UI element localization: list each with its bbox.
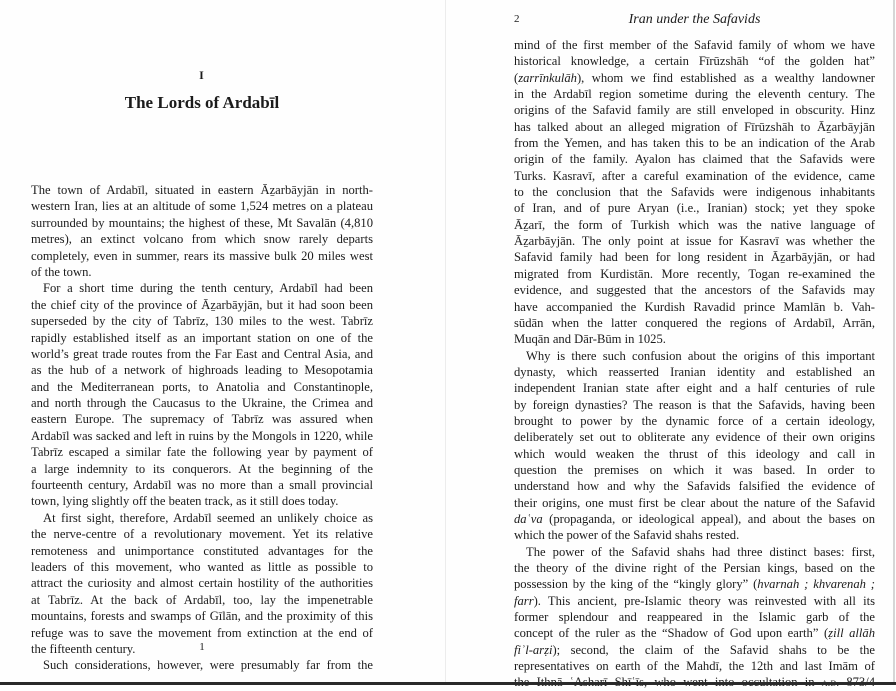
right-page-text-line: from the Yemen, and has taken this to be an indication of the Arab	[514, 136, 875, 151]
left-page-text-line: a large indemnity to its conquerors. At the beginning of the	[31, 461, 373, 476]
chapter-title: The Lords of Ardabīl	[124, 93, 280, 112]
right-page-text-line: possession by the king of the “kingly glory” (hvarnah ; khvarenah ;	[514, 577, 875, 592]
left-page-text-line: town, lying slightly off the beaten track, as it still does today.	[31, 494, 339, 509]
left-page-text-line: metres), an extinct volcano from which snow rarely departs	[31, 232, 373, 247]
right-page-body-text	[514, 37, 875, 691]
right-page-text-line: migrated from Kurdistān. More recently, Togan re-examined the	[514, 266, 875, 281]
right-page-text-line: representatives on earth of the Mahdī, the 12th and last Imām of	[514, 659, 875, 674]
right-page-text-line: independent Iranian state after eight and a half centuries of rule	[514, 381, 875, 396]
right-page-text-line: evidence, and suggested that the ancestors of the Safavids may	[514, 283, 875, 298]
left-page-text-line: fourteenth century, Ardabīl was no more than a small provincial	[31, 478, 373, 493]
right-page-text-line: by foreign dynasties? The reason is that the Safavids, having been	[514, 397, 875, 412]
right-page-text-line: former splendour and reappeared in the Islamic garb of the	[514, 610, 875, 625]
right-page-text-line: Safavid family had been for long resident in Āẕarbāyjān, or had	[514, 250, 875, 265]
right-page-text-line: mind of the first member of the Safavid family of whom we have	[514, 38, 875, 52]
left-page-text-line: superseded by the city of Tabrīz, 130 miles to the west. Tabrīz	[31, 314, 373, 329]
right-page-text-line: origins of the Safavid family are still enveloped in obscurity. Hinz	[514, 103, 875, 118]
right-page-text-line: historical knowledge, a certain Fīrūzshāh “of the golden hat”	[514, 54, 875, 69]
running-head	[514, 12, 875, 30]
right-page-text-line: dynasty, which reasserted Iranian identity and established an	[514, 364, 875, 379]
page-edge-right	[893, 0, 895, 683]
page-number-right: 2	[514, 13, 520, 25]
left-page-text-line: eastern Europe. The supremacy of Tabrīz was assured when	[31, 412, 373, 427]
right-page-text-line: the theory of the divine right of the Persian kings, based on the	[514, 561, 875, 575]
right-page-text-line: of Iran, and of pure Aryan (i.e., Iranian) stock; yet they spoke	[514, 201, 875, 216]
right-page-text-line: to the conclusion that the Safavids were indigenous inhabitants	[514, 185, 875, 200]
right-page-text-line: Turks. Kasravī, after a careful examination of the evidence, came	[514, 168, 875, 183]
right-page-text-line: Āẕarī, the form of Turkish which was the native language of	[514, 217, 875, 232]
left-page-text-line: The town of Ardabīl, situated in eastern Āẕarbāyjān in north-	[31, 183, 373, 197]
running-title: Iran under the Safavids	[628, 12, 761, 27]
left-page-text-line: Such considerations, however, were presumably far from the	[43, 658, 373, 673]
right-page-text-line: farr). This ancient, pre-Islamic theory was reinvested with all its	[514, 593, 875, 608]
right-page-text-line: Āẕarbāyjān. The only point at issue for Kasravī was whether the	[514, 234, 875, 249]
left-page-text-line: rapidly established itself as an important station on one of the	[31, 330, 373, 345]
right-page-text-line: (zarrīnkulāh), whom we find established as a wealthy landowner	[514, 70, 875, 85]
right-page-text-line: which the power of the Safavid shahs rested.	[514, 528, 740, 543]
right-page-text-line: concept of the ruler as the “Shadow of God upon earth” (ẓill allāh	[514, 626, 875, 641]
left-page-text-line: At first sight, therefore, Ardabīl seemed an unlikely choice as	[43, 510, 373, 525]
left-page-text-line: Tabrīz escaped a similar fate the following year by payment of	[31, 445, 373, 460]
right-page-text-line: understand how and why the Safavids falsified the evidence of	[514, 479, 875, 494]
right-page	[514, 0, 875, 683]
right-page-text-line: Why is there such confusion about the origins of this important	[526, 348, 875, 363]
left-page-text-line: attract the curiosity and almost certain hostility of the authorities	[31, 576, 373, 591]
left-page-text-line: For a short time during the tenth century, Ardabīl had been	[43, 281, 373, 296]
left-page	[31, 0, 373, 683]
right-page-text-line: question the premises on which it was based. In order to	[514, 462, 875, 477]
chapter-number: I	[199, 68, 205, 82]
left-page-text-line: as the hub of a network of highroads leading to Mesopotamia	[31, 363, 373, 378]
left-page-text-line: world’s great trade routes from the Far East and Central Asia, and	[31, 346, 373, 361]
left-page-text-line: mountains, forests and swamps of Gīlān, and the proximity of this	[31, 609, 373, 624]
right-page-text-line: has talked about an alleged migration of Fīrūzshāh to Āẕarbāyjān	[514, 119, 875, 134]
left-page-text-line: and north through the Caucasus to the Ukraine, the Crimea and	[31, 396, 373, 411]
right-page-text-line: origin of the family. Ayalon has claimed that the Safavids were	[514, 152, 875, 167]
right-page-text-line: in the Ardabīl region sometime during the eleventh century. The	[514, 87, 875, 102]
left-page-text-line: remoteness and unimportance constituted advantages for the	[31, 543, 373, 558]
left-page-text-line: the fifteenth century.	[31, 641, 136, 656]
page-number-left: 1	[199, 641, 205, 653]
right-page-text-line: their origins, one must first be clear about the nature of the Safavid	[514, 495, 875, 510]
right-page-text-line: have accompanied the Kurdish Ravadid prince Mamlān b. Vah-	[514, 299, 875, 314]
left-page-text-line: leaders of this movement, who wanted as little as possible to	[31, 559, 373, 574]
right-page-text-line: The power of the Safavid shahs had three distinct bases: first,	[526, 544, 875, 559]
left-page-text-line: western Iran, lies at an altitude of some 1,524 metres on a plateau	[31, 199, 373, 214]
left-page-body-text	[31, 182, 373, 674]
left-page-text-line: at Tabrīz. At the back of Ardabīl, too, lay the impenetrable	[31, 592, 373, 607]
left-page-text-line: surrounded by mountains; the highest of these, Mt Savalān (4,810	[31, 215, 373, 230]
book-gutter	[445, 0, 446, 683]
right-page-text-line: sūdān when the latter conquered the regions of Ardabīl, Arrān,	[514, 315, 875, 330]
left-page-text-line: refuge was to save the movement from extinction at the end of	[31, 625, 373, 640]
right-page-text-line: Muqān and Dār-Būm in 1025.	[514, 332, 666, 347]
left-page-text-line: the nerve-centre of a revolutionary movement. Yet its relative	[31, 527, 373, 542]
right-page-text-line: fiʾl-arẓi); second, the claim of the Safavid shahs to be the	[514, 642, 875, 657]
left-page-text-line: and the Mediterranean ports, to Anatolia and Constantinople,	[31, 379, 373, 394]
right-page-text-line: brought to power by the dynamic force of a certain ideology,	[514, 413, 875, 428]
left-page-text-line: the chief city of the province of Āẕarbāyjān, but it had soon been	[31, 297, 373, 312]
right-page-text-line: daʿva (propaganda, or ideological appeal), and about the bases on	[514, 511, 875, 526]
right-page-text-line: which would weaken the thrust of this ideology and call in	[514, 446, 875, 461]
right-page-text-line: deliberately set out to obliterate any evidence of their own origins	[514, 430, 875, 445]
left-page-text-line: Ardabīl was sacked and left in ruins by the Mongols in 1220, while	[31, 428, 373, 443]
left-page-text-line: completely, even in summer, rears its massive bulk 20 miles west	[31, 248, 373, 263]
left-page-text-line: of the town.	[31, 264, 92, 279]
